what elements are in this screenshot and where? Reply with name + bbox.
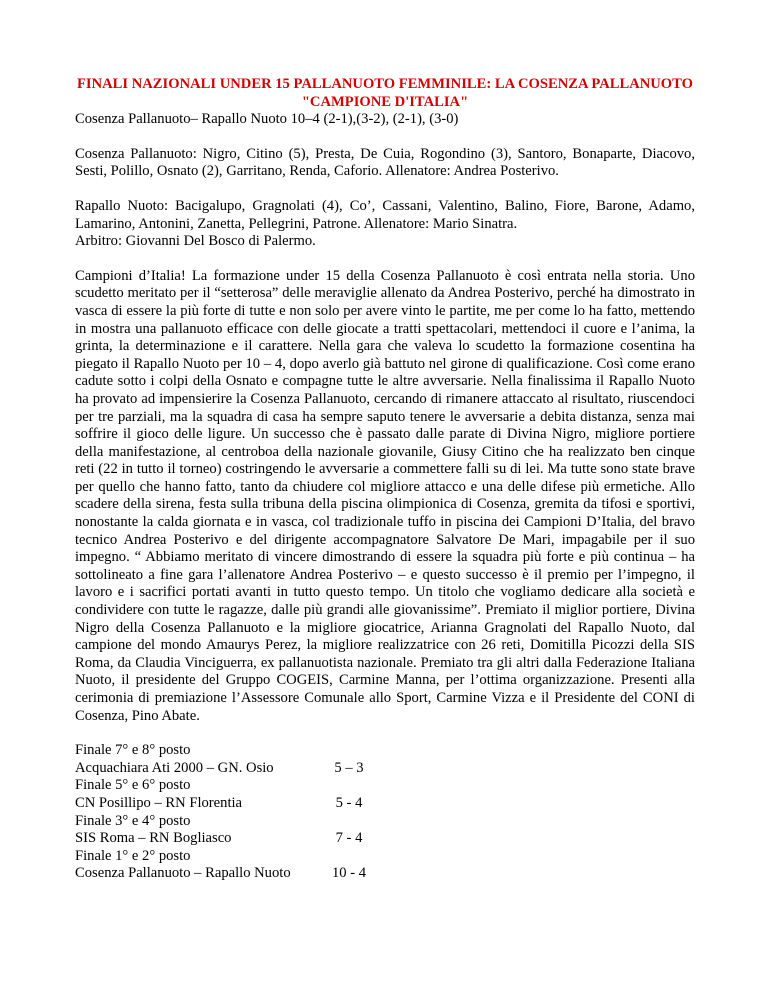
match-score-line: Cosenza Pallanuoto– Rapallo Nuoto 10–4 (2-1),(3-2), (2-1), (3-0) bbox=[75, 111, 459, 128]
result-score: 5 – 3 bbox=[334, 759, 364, 776]
result-score bbox=[319, 848, 379, 866]
result-score: 7 - 4 bbox=[335, 830, 363, 847]
rapallo-roster: Rapallo Nuoto: Bacigalupo, Gragnolati (4), Co’, Cassani, Valentino, Balino, Fiore, Barone, Adamo, Lamarino, Antonini, Zanetta, Pellegrini, Patrone. Allenatore: Mario Sinatra. bbox=[75, 197, 695, 232]
results-row bbox=[75, 865, 695, 883]
result-score: 10 - 4 bbox=[331, 865, 367, 882]
article-body: Campioni d’Italia! La formazione under 15 della Cosenza Pallanuoto è così entrata nella storia. Uno scudetto meritato per il “setterosa” delle meraviglie allenato da Andrea Posterivo, perché ha dimostrato in vasca di essere la più forte di tutte e non solo per avere vinto le partite, me per come lo ha fatto, mettendo in mostra una pallanuoto efficace con delle giocate a tratti spettacolari, mettendoci il cuore e l’anima, la grinta, la determinazione e il carattere. Nella gara che valeva lo scudetto la formazione cosentina ha piegato il Rapallo Nuoto per 10 – 4, dopo averlo già battuto nel girone di qualificazione. Così come erano cadute sotto i colpi della Osnato e compagne tutte le altre avversarie. Nella finalissima il Rapallo Nuoto ha provato ad impensierire la Cosenza Pallanuoto, cercando di rimanere attaccato al risultato, riuscendoci per tre parziali, ma la squadra di casa ha sempre saputo tenere le avversarie a debita distanza, senza mai soffrire il gioco delle ligure. Un successo che è passato dalle parate di Divina Nigro, migliore portiere della manifestazione, al centroboa della nazionale giovanile, Giusy Citino che ha realizzato ben cinque reti (22 in tutto il torneo) costringendo le avversarie a commettere falli su di lei. Ma tutte sono state brave per quello che hanno fatto, tanto da chiudere col migliore attacco e una delle difese più ermetiche. Allo scadere della sirena, festa sulla tribuna della piscina olimpionica di Cosenza, gremita da tifosi e sportivi, nonostante la calda giornata e in vasca, col tradizionale tuffo in piscina dei Campioni D’Italia, del bravo tecnico Andrea Posterivo e del dirigente accompagnatore Salvatore De Mari, impagabile per il suo impegno. “ Abbiamo meritato di vincere dimostrando di essere la squadra più forte e più continua – ha sottolineato a fine gara l’allenatore Andrea Posterivo – e questo successo è il premio per l’impegno, il lavoro e i sacrifici portati avanti in tutto questo tempo. Un titolo che vogliamo dedicare alla società e condividere con tutte le ragazze, dalle più grandi alle giovanissime”. Premiato il miglior portiere, Divina Nigro della Cosenza Pallanuoto e la migliore giocatrice, Arianna Gragnolati del Rapallo Nuoto, dal campione del mondo Amaurys Perez, la migliore realizzatrice con 26 reti, Domitilla Picozzi della SIS Roma, da Claudia Vinciguerra, ex pallanuotista nazionale. Premiato tra gli altri dalla Federazione Italiana Nuoto, il presidente del Gruppo COGEIS, Carmine Manna, per l’ottima organizzazione. Presenti alla cerimonia di premiazione l’Assessore Comunale allo Sport, Carmine Vizza e il Presidente del CONI di Cosenza, Pino Abate. bbox=[75, 267, 695, 724]
result-label: Finale 5° e 6° posto bbox=[75, 777, 191, 794]
results-row bbox=[75, 848, 695, 866]
result-score bbox=[319, 813, 379, 831]
results-row bbox=[75, 760, 695, 778]
cosenza-roster: Cosenza Pallanuoto: Nigro, Citino (5), Presta, De Cuia, Rogondino (3), Santoro, Bonaparte, Diacovo, Sesti, Polillo, Osnato (2), Garritano, Renda, Caforio. Allenatore: Andrea Posterivo. bbox=[75, 145, 695, 180]
results-row bbox=[75, 830, 695, 848]
result-label: Finale 1° e 2° posto bbox=[75, 847, 191, 864]
result-score: 5 - 4 bbox=[335, 794, 363, 811]
result-label: CN Posillipo – RN Florentia bbox=[75, 794, 243, 811]
document-page bbox=[75, 76, 695, 883]
results-row bbox=[75, 795, 695, 813]
results-row bbox=[75, 777, 695, 795]
result-label: Cosenza Pallanuoto – Rapallo Nuoto bbox=[75, 865, 291, 882]
result-label: Acquachiara Ati 2000 – GN. Osio bbox=[75, 759, 274, 776]
result-score bbox=[319, 777, 379, 795]
result-label: Finale 3° e 4° posto bbox=[75, 812, 191, 829]
article-title: FINALI NAZIONALI UNDER 15 PALLANUOTO FEMMINILE: LA COSENZA PALLANUOTO "CAMPIONE D'ITALIA" bbox=[77, 76, 693, 110]
results-list bbox=[75, 742, 695, 883]
result-label: SIS Roma – RN Bogliasco bbox=[75, 830, 232, 847]
referee-line: Arbitro: Giovanni Del Bosco di Palermo. bbox=[75, 233, 316, 250]
result-label: Finale 7° e 8° posto bbox=[75, 742, 191, 759]
results-row bbox=[75, 813, 695, 831]
results-row bbox=[75, 742, 695, 760]
result-score bbox=[319, 742, 379, 760]
